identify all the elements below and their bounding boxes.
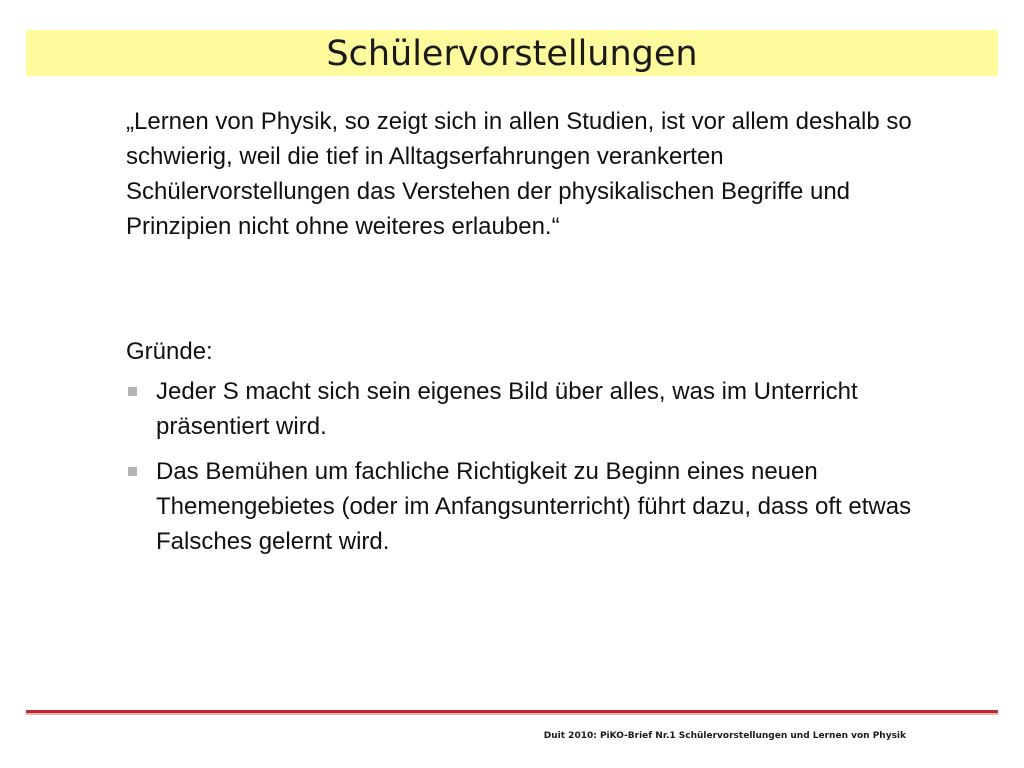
slide-title: Schülervorstellungen — [326, 34, 698, 74]
footer-divider-shadow — [26, 713, 998, 715]
quote-text: „Lernen von Physik, so zeigt sich in allen Studien, ist vor allem deshalb so schwierig, weil die tief in Alltagserfahrungen verankerten Schülervorstellungen das Verstehen der physikalischen Begriffe und Prinzipien nicht ohne weiteres erlauben.“ — [126, 108, 912, 240]
footer-citation: Duit 2010: PiKO-Brief Nr.1 Schülervorstellungen und Lernen von Physik — [543, 731, 906, 741]
square-bullet-icon — [128, 387, 137, 396]
reasons-list — [126, 374, 926, 569]
list-item — [126, 454, 926, 559]
title-bar — [26, 30, 998, 76]
reasons-label: Gründe: — [126, 338, 213, 365]
reason-text: Jeder S macht sich sein eigenes Bild über alles, was im Unterricht präsentiert wird. — [156, 378, 858, 440]
reason-text: Das Bemühen um fachliche Richtigkeit zu Beginn eines neuen Themengebietes (oder im Anfangsunterricht) führt dazu, dass oft etwas Falsches gelernt wird. — [156, 458, 912, 555]
square-bullet-icon — [128, 467, 137, 476]
list-item — [126, 374, 926, 444]
